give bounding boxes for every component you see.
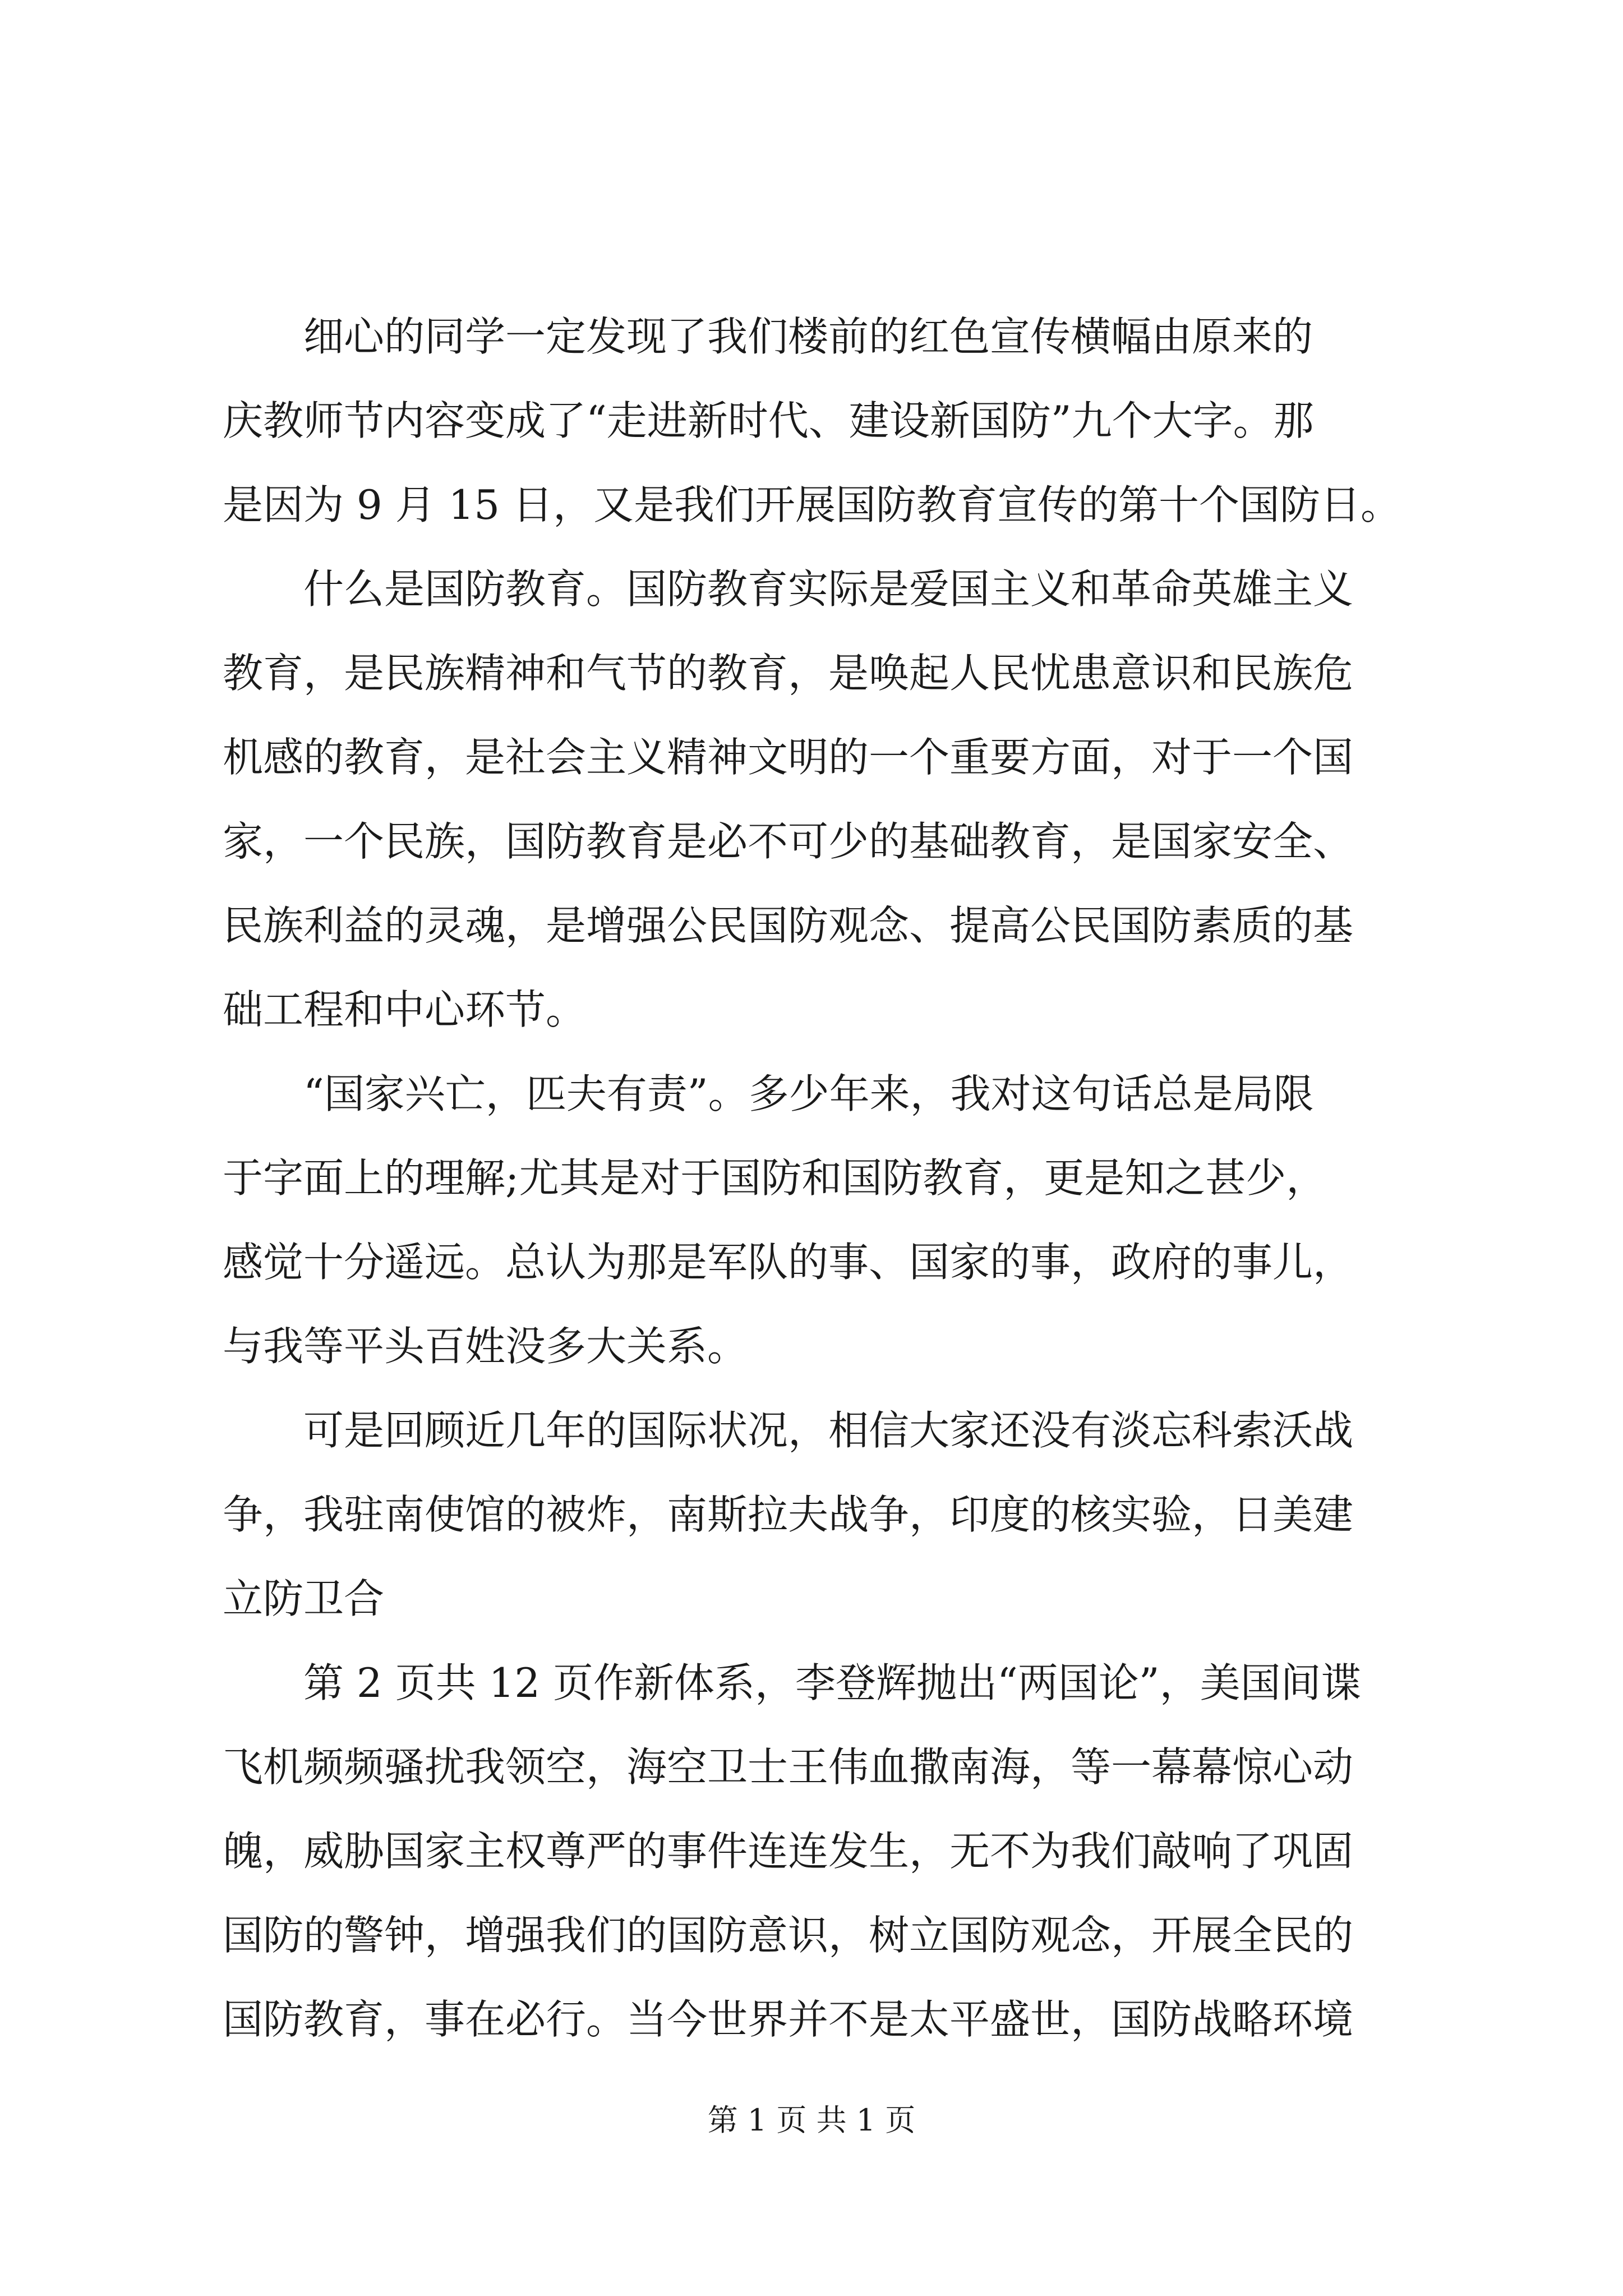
text-line: 民族利益的灵魂，是增强公民国防观念、提高公民国防素质的基 bbox=[223, 902, 1354, 949]
text-line: 庆教师节内容变成了“走进新时代、建设新国防”九个大字。那 bbox=[223, 397, 1314, 444]
text-line: 第 2 页共 12 页作新体系，李登辉抛出“两国论”，美国间谍 bbox=[303, 1659, 1362, 1706]
document-body bbox=[223, 295, 1428, 2062]
text-line: 国防的警钟，增强我们的国防意识，树立国防观念，开展全民的 bbox=[223, 1912, 1354, 1959]
text-line: 魄，威胁国家主权尊严的事件连连发生，无不为我们敲响了巩固 bbox=[223, 1828, 1354, 1875]
text-line: 飞机频频骚扰我领空，海空卫士王伟血撒南海，等一幕幕惊心动 bbox=[223, 1743, 1354, 1791]
text-line: 可是回顾近几年的国际状况，相信大家还没有淡忘科索沃战 bbox=[303, 1407, 1354, 1454]
text-line: 立防卫合 bbox=[223, 1575, 385, 1622]
text-line: 于字面上的理解;尤其是对于国防和国防教育，更是知之甚少， bbox=[223, 1154, 1327, 1202]
text-line: 是因为 9 月 15 日，又是我们开展国防教育宣传的第十个国防日。 bbox=[223, 481, 1401, 528]
text-line: 什么是国防教育。国防教育实际是爱国主义和革命英雄主义 bbox=[303, 565, 1354, 613]
text-line: 与我等平头百姓没多大关系。 bbox=[223, 1323, 748, 1370]
text-line: 细心的同学一定发现了我们楼前的红色宣传横幅由原来的 bbox=[303, 313, 1313, 360]
text-line: 争，我驻南使馆的被炸，南斯拉夫战争，印度的核实验，日美建 bbox=[223, 1491, 1354, 1538]
text-line: 教育，是民族精神和气节的教育，是唤起人民忧患意识和民族危 bbox=[223, 650, 1354, 697]
text-line: “国家兴亡，匹夫有责”。多少年来，我对这句话总是局限 bbox=[303, 1070, 1314, 1117]
text-line: 机感的教育，是社会主义精神文明的一个重要方面，对于一个国 bbox=[223, 734, 1354, 781]
text-line: 础工程和中心环节。 bbox=[223, 986, 587, 1033]
text-line: 感觉十分遥远。总认为那是军队的事、国家的事，政府的事儿， bbox=[223, 1239, 1354, 1286]
text-line: 国防教育，事在必行。当今世界并不是太平盛世，国防战略环境 bbox=[223, 1996, 1354, 2043]
page-footer: 第 1 页 共 1 页 bbox=[707, 2102, 916, 2138]
text-line: 家，一个民族，国防教育是必不可少的基础教育，是国家安全、 bbox=[223, 818, 1354, 865]
